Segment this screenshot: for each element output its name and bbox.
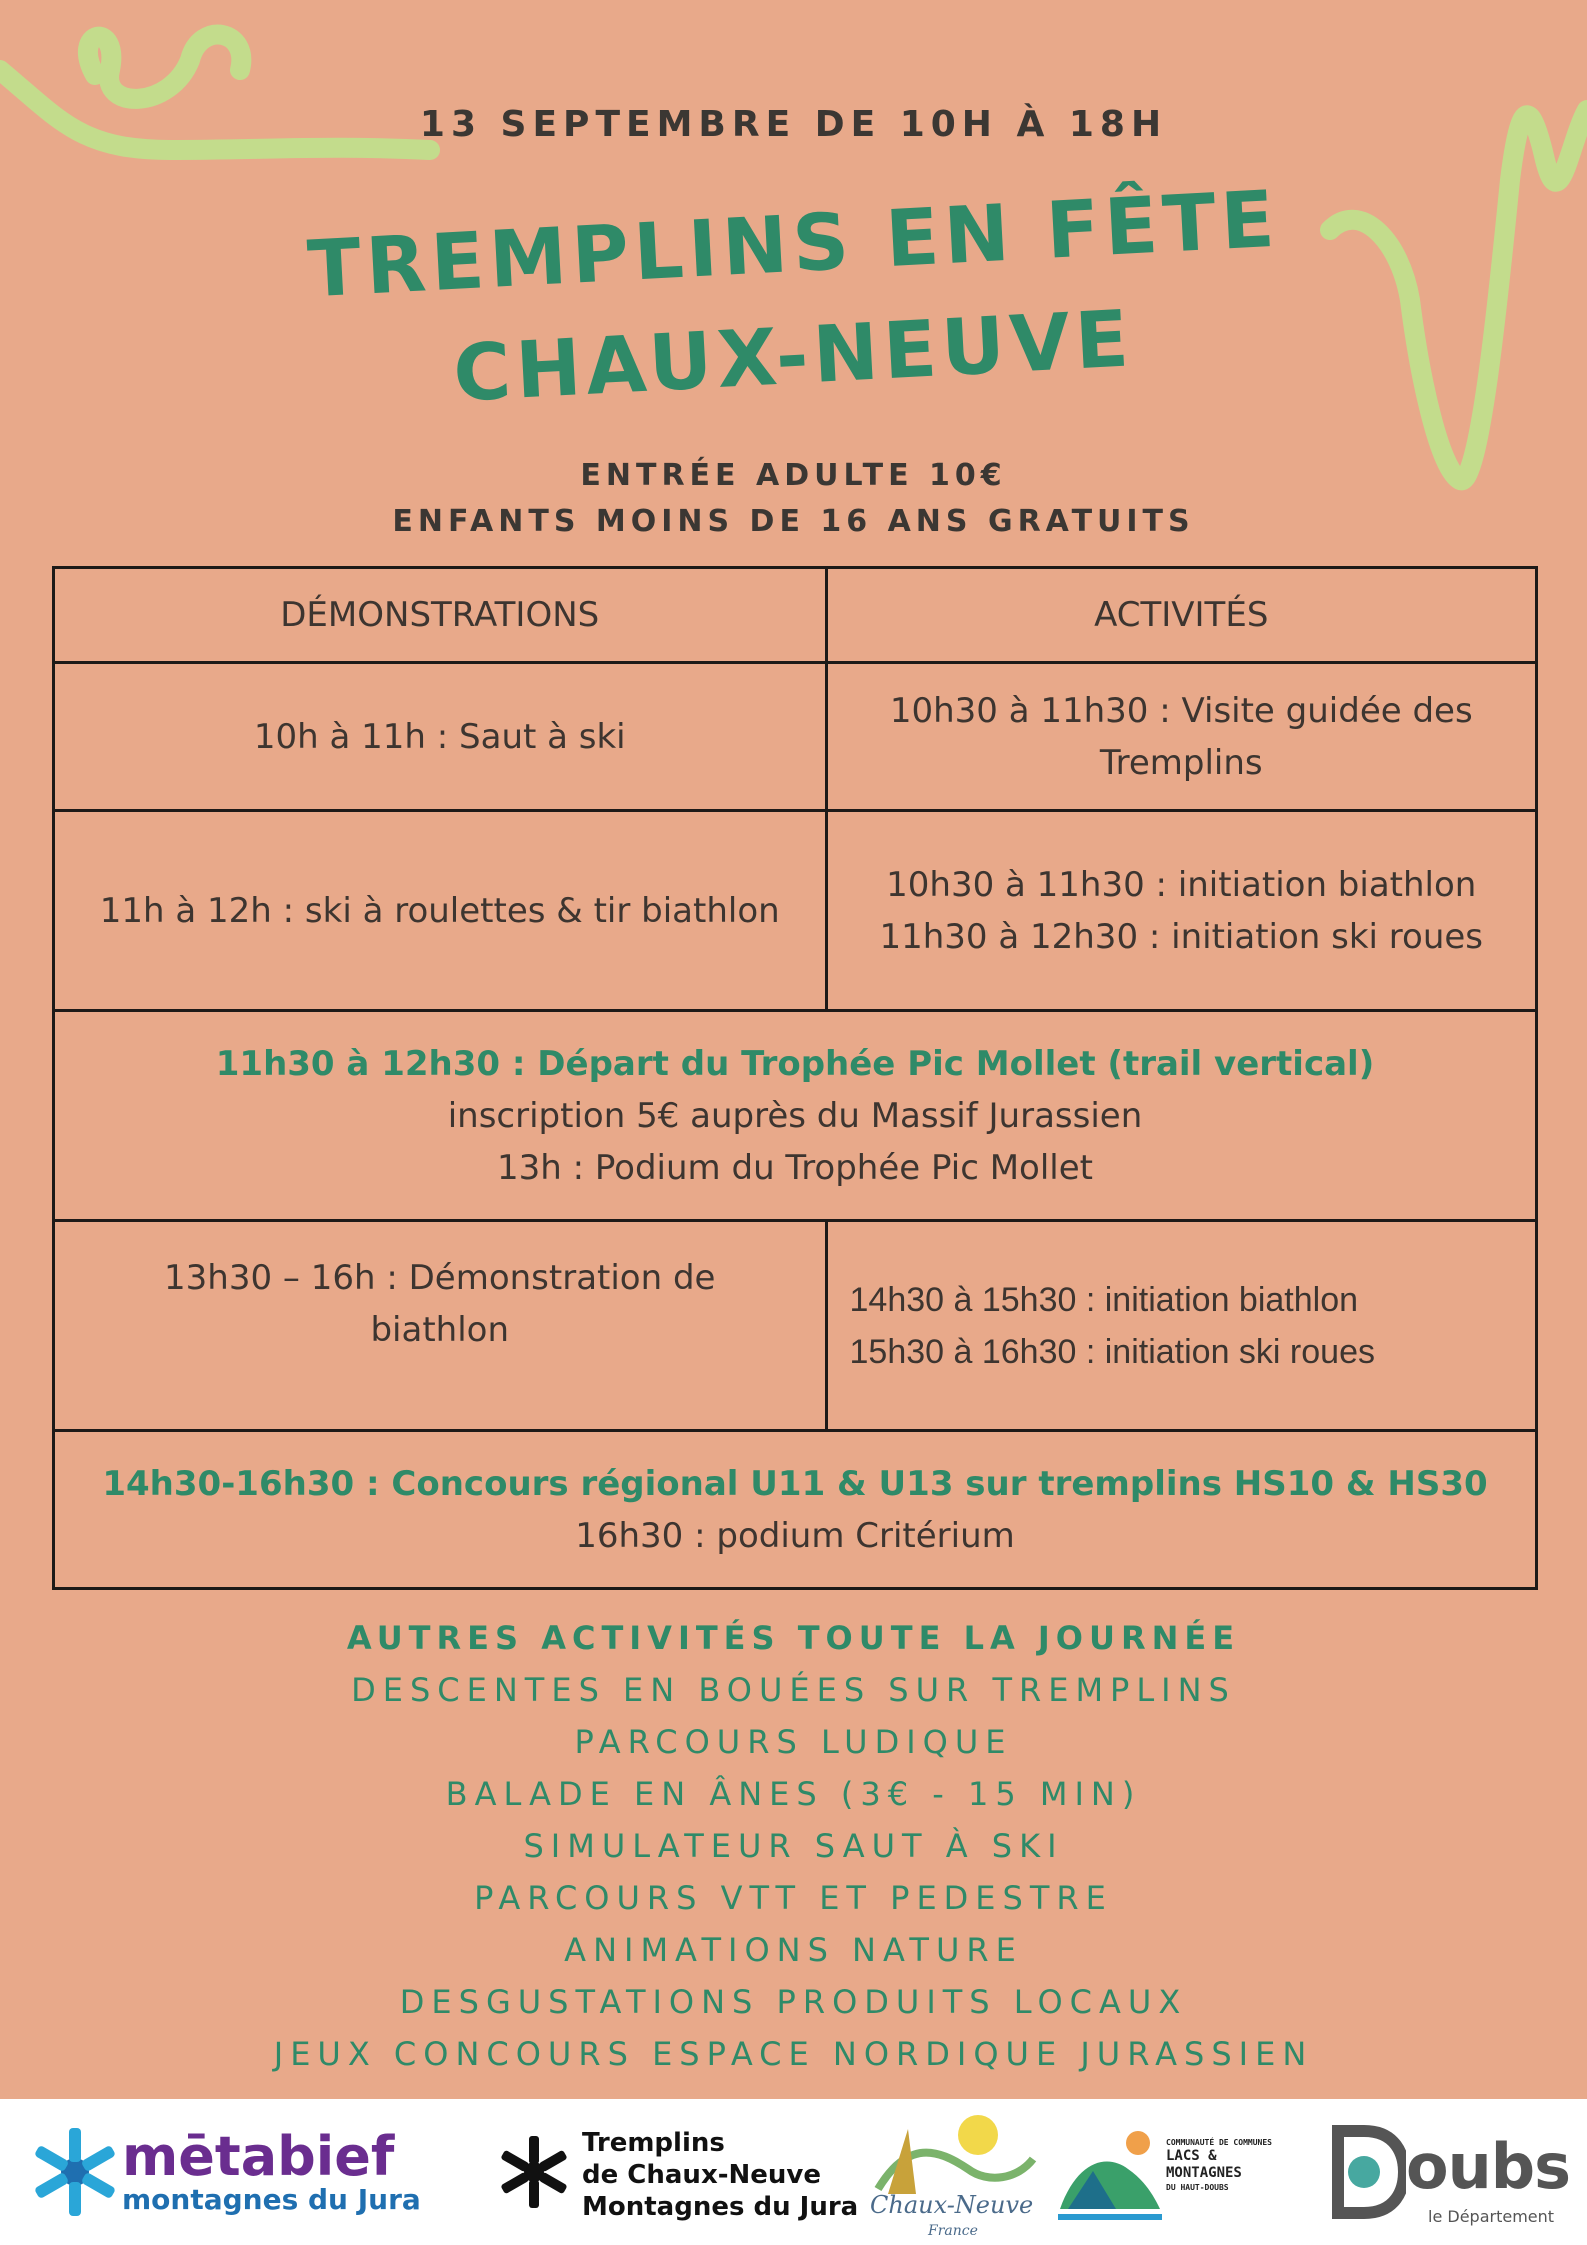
row3-trophy: 11h30 à 12h30 : Départ du Trophée Pic Mollet (trail vertical) inscription 5€ auprès du Massif Jurassien 13h : Podium du Trophée Pic Mollet: [54, 1011, 1537, 1221]
schedule-table: [52, 566, 1538, 1590]
row4-demo: 13h30 – 16h : Démonstration de biathlon: [54, 1221, 827, 1431]
other-activities: [0, 1612, 1587, 2080]
tremplins-logo-text: Tremplins de Chaux-Neuve Montagnes du Jura: [582, 2128, 859, 2222]
price-children: ENFANTS MOINS DE 16 ANS GRATUITS: [392, 504, 1195, 539]
table-row: [54, 1011, 1537, 1221]
event-date: 13 SEPTEMBRE DE 10H À 18H: [419, 104, 1168, 145]
row1-activity: 10h30 à 11h30 : Visite guidée des Tremplins: [826, 663, 1537, 811]
table-row: [54, 663, 1537, 811]
metabief-logo-name: mētabief: [122, 2125, 395, 2188]
doubs-logo-subtitle: le Département: [1428, 2207, 1555, 2226]
row4-activity: 14h30 à 15h30 : initiation biathlon 15h30 à 16h30 : initiation ski roues: [826, 1221, 1537, 1431]
list-item: JEUX CONCOURS ESPACE NORDIQUE JURASSIEN: [273, 2035, 1314, 2073]
list-item: SIMULATEUR SAUT À SKI: [523, 1827, 1064, 1865]
list-item: DESCENTES EN BOUÉES SUR TREMPLINS: [351, 1671, 1236, 1709]
row2-demo: 11h à 12h : ski à roulettes & tir biathlon: [54, 811, 827, 1011]
sponsor-footer: [0, 2099, 1587, 2245]
snowflake-icon: [30, 2099, 120, 2245]
doubs-logo-name: oubs: [1406, 2130, 1571, 2203]
price-adult: ENTRÉE ADULTE 10€: [580, 458, 1007, 493]
table-header-row: [54, 568, 1537, 663]
event-location: CHAUX-NEUVE: [451, 294, 1136, 420]
chaux-neuve-logo-name: Chaux-Neuve: [870, 2191, 1034, 2219]
event-title: TREMPLINS EN FÊTE: [305, 174, 1282, 316]
row1-demo: 10h à 11h : Saut à ski: [54, 663, 827, 811]
table-row: [54, 1431, 1537, 1589]
row2-activity: 10h30 à 11h30 : initiation biathlon 11h30 à 12h30 : initiation ski roues: [826, 811, 1537, 1011]
list-item: BALADE EN ÂNES (3€ - 15 MIN): [445, 1775, 1142, 1813]
doubs-d-icon: [1324, 2099, 1406, 2245]
row5-competition: 14h30-16h30 : Concours régional U11 & U13 sur tremplins HS10 & HS30 16h30 : podium Critérium: [54, 1431, 1537, 1589]
list-item: DESGUSTATIONS PRODUITS LOCAUX: [399, 1983, 1188, 2021]
header-activities: ACTIVITÉS: [826, 568, 1537, 663]
list-item: ANIMATIONS NATURE: [564, 1931, 1023, 1969]
mountains-lakes-icon: [1058, 2099, 1162, 2245]
snowflake-black-icon: [494, 2099, 574, 2245]
header-demonstrations: DÉMONSTRATIONS: [54, 568, 827, 663]
metabief-logo-subtitle: montagnes du Jura: [122, 2183, 421, 2216]
table-row: [54, 1221, 1537, 1431]
list-item: PARCOURS VTT ET PEDESTRE: [474, 1879, 1113, 1917]
other-activities-heading: AUTRES ACTIVITÉS TOUTE LA JOURNÉE: [346, 1619, 1241, 1657]
list-item: PARCOURS LUDIQUE: [574, 1723, 1013, 1761]
chaux-neuve-logo-country: France: [928, 2223, 978, 2239]
lacs-montagnes-logo-text: COMMUNAUTÉ DE COMMUNES LACS & MONTAGNES DU HAUT-DOUBS: [1166, 2138, 1272, 2192]
table-row: [54, 811, 1537, 1011]
